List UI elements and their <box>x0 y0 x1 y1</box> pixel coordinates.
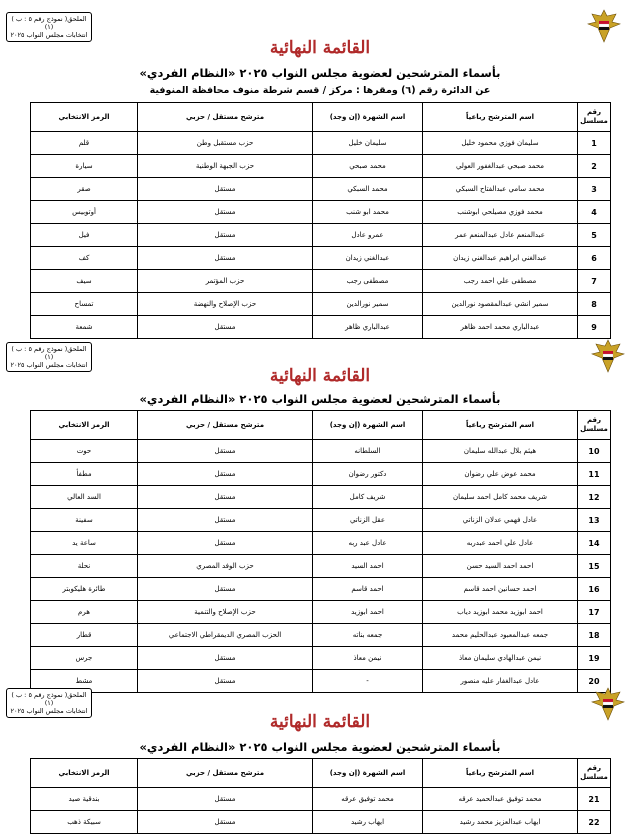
table-row <box>31 247 611 270</box>
symbol-cell: طائرة هليكوبتر <box>31 578 138 601</box>
name-cell: مصطفى علي احمد رجب <box>423 270 578 293</box>
col-name-header: اسم المترشح رباعياً <box>423 411 578 440</box>
symbol-cell: مشط <box>31 670 138 693</box>
table-row <box>31 316 611 339</box>
table-row <box>31 463 611 486</box>
symbol-cell: نحلة <box>31 555 138 578</box>
table-row <box>31 201 611 224</box>
table-row <box>31 132 611 155</box>
affiliation-cell: مستقل <box>138 532 313 555</box>
table-row <box>31 440 611 463</box>
serial-cell: 15 <box>578 555 611 578</box>
serial-cell: 22 <box>578 811 611 834</box>
symbol-cell: بندقية صيد <box>31 788 138 811</box>
name-cell: محمد فوزي مصيلحي ابوشنب <box>423 201 578 224</box>
affiliation-cell: مستقل <box>138 670 313 693</box>
table-row <box>31 293 611 316</box>
nickname-cell: احمد قاسم <box>313 578 423 601</box>
serial-cell: 9 <box>578 316 611 339</box>
affiliation-cell: حزب الإصلاح والتنمية <box>138 601 313 624</box>
name-cell: احمد ابوزيد محمد ابوزيد دياب <box>423 601 578 624</box>
table-row <box>31 578 611 601</box>
nickname-cell: مصطفى رجب <box>313 270 423 293</box>
symbol-cell: قلم <box>31 132 138 155</box>
affiliation-cell: حزب الوفد المصري <box>138 555 313 578</box>
symbol-cell: سيف <box>31 270 138 293</box>
form-label-line1: ( نموذج رقم ٥ : ب )الملحق (١) <box>11 345 87 361</box>
symbol-cell: جرس <box>31 647 138 670</box>
affiliation-cell: مستقل <box>138 201 313 224</box>
table-row <box>31 224 611 247</box>
affiliation-cell: حزب مستقبل وطن <box>138 132 313 155</box>
name-cell: سمير انشي عبدالمقصود نورالدين <box>423 293 578 316</box>
col-affiliation-header: مترشح مستقل / حزبي <box>138 759 313 788</box>
table-row <box>31 486 611 509</box>
col-nickname-header: اسم الشهرة (إن وجد) <box>313 759 423 788</box>
page-title: القائمة النهائية <box>269 38 371 58</box>
nickname-cell: عبدالغني زيدان <box>313 247 423 270</box>
name-cell: سليمان فوزي محمود خليل <box>423 132 578 155</box>
serial-cell: 6 <box>578 247 611 270</box>
serial-cell: 20 <box>578 670 611 693</box>
name-cell: هيثم بلال عبدالله سليمان <box>423 440 578 463</box>
affiliation-cell: الحزب المصري الديمقراطي الاجتماعي <box>138 624 313 647</box>
col-nickname-header: اسم الشهرة (إن وجد) <box>313 103 423 132</box>
page-title: القائمة النهائية <box>269 366 371 386</box>
nickname-cell: عادل عبد ربه <box>313 532 423 555</box>
affiliation-cell: مستقل <box>138 440 313 463</box>
symbol-cell: صقر <box>31 178 138 201</box>
symbol-cell: قطار <box>31 624 138 647</box>
affiliation-cell: مستقل <box>138 178 313 201</box>
name-cell: عبدالباري محمد احمد ظاهر <box>423 316 578 339</box>
col-serial-header: رقم مسلسل <box>578 103 611 132</box>
table-row <box>31 811 611 834</box>
affiliation-cell: مستقل <box>138 647 313 670</box>
name-cell: محمد توفيق عبدالحميد عرقه <box>423 788 578 811</box>
name-cell: محمد صبحي عبدالغفور العولي <box>423 155 578 178</box>
nickname-cell: جمعه بناته <box>313 624 423 647</box>
name-cell: عادل عبدالغفار عليه منصور <box>423 670 578 693</box>
form-label-line1: ( نموذج رقم ٥ : ب )الملحق (١) <box>11 15 87 31</box>
symbol-cell: ساعة يد <box>31 532 138 555</box>
serial-cell: 16 <box>578 578 611 601</box>
serial-cell: 2 <box>578 155 611 178</box>
nickname-cell: محمد صبحي <box>313 155 423 178</box>
symbol-cell: سبيكة ذهب <box>31 811 138 834</box>
serial-cell: 17 <box>578 601 611 624</box>
table-row <box>31 509 611 532</box>
table-row <box>31 788 611 811</box>
affiliation-cell: مستقل <box>138 486 313 509</box>
symbol-cell: سيارة <box>31 155 138 178</box>
nickname-cell: السلطانه <box>313 440 423 463</box>
name-cell: عبدالمنعم عادل عبدالمنعم عمر <box>423 224 578 247</box>
affiliation-cell: مستقل <box>138 578 313 601</box>
name-cell: احمد احمد السيد حسن <box>423 555 578 578</box>
affiliation-cell: حزب الجبهة الوطنية <box>138 155 313 178</box>
serial-cell: 7 <box>578 270 611 293</box>
name-cell: عادل فهمي عدلان الزناتي <box>423 509 578 532</box>
table-row <box>31 155 611 178</box>
name-cell: نيمن عبدالهادي سليمان معاذ <box>423 647 578 670</box>
nickname-cell: عمرو عادل <box>313 224 423 247</box>
affiliation-cell: مستقل <box>138 788 313 811</box>
serial-cell: 19 <box>578 647 611 670</box>
page-title: القائمة النهائية <box>269 712 371 732</box>
nickname-cell: - <box>313 670 423 693</box>
col-symbol-header: الرمز الانتخابي <box>31 411 138 440</box>
nickname-cell: عبدالباري ظاهر <box>313 316 423 339</box>
col-serial-header: رقم مسلسل <box>578 759 611 788</box>
affiliation-cell: مستقل <box>138 247 313 270</box>
serial-cell: 5 <box>578 224 611 247</box>
col-symbol-header: الرمز الانتخابي <box>31 103 138 132</box>
page-subtitle: بأسماء المترشحين لعضوية مجلس النواب ٢٠٢٥ «النظام الفردي» <box>139 66 501 80</box>
col-name-header: اسم المترشح رباعياً <box>423 103 578 132</box>
nickname-cell: سليمان خليل <box>313 132 423 155</box>
symbol-cell: تمساح <box>31 293 138 316</box>
col-symbol-header: الرمز الانتخابي <box>31 759 138 788</box>
nickname-cell: سمير نورالدين <box>313 293 423 316</box>
table-row <box>31 601 611 624</box>
col-name-header: اسم المترشح رباعياً <box>423 759 578 788</box>
affiliation-cell: مستقل <box>138 463 313 486</box>
nickname-cell: محمد ابو شنب <box>313 201 423 224</box>
form-label-line1: ( نموذج رقم ٥ : ب )الملحق (١) <box>11 691 87 707</box>
serial-cell: 18 <box>578 624 611 647</box>
nickname-cell: احمد السيد <box>313 555 423 578</box>
form-label-line2: انتخابات مجلس النواب ٢٠٢٥ <box>10 31 88 39</box>
candidates-table <box>30 102 611 339</box>
serial-cell: 4 <box>578 201 611 224</box>
nickname-cell: عقل الزناتي <box>313 509 423 532</box>
table-row <box>31 270 611 293</box>
name-cell: احمد حسانين احمد قاسم <box>423 578 578 601</box>
page-subtitle: بأسماء المترشحين لعضوية مجلس النواب ٢٠٢٥ «النظام الفردي» <box>139 392 501 406</box>
form-label-line2: انتخابات مجلس النواب ٢٠٢٥ <box>10 707 88 715</box>
serial-cell: 8 <box>578 293 611 316</box>
symbol-cell: حوت <box>31 440 138 463</box>
serial-cell: 3 <box>578 178 611 201</box>
candidates-table <box>30 758 611 834</box>
name-cell: جمعه عبدالمعبود عبدالحليم محمد <box>423 624 578 647</box>
name-cell: محمد سامي عبدالفتاح السبكي <box>423 178 578 201</box>
nickname-cell: محمد السبكي <box>313 178 423 201</box>
serial-cell: 14 <box>578 532 611 555</box>
col-affiliation-header: مترشح مستقل / حزبي <box>138 103 313 132</box>
affiliation-cell: مستقل <box>138 509 313 532</box>
col-serial-header: رقم مسلسل <box>578 411 611 440</box>
table-row <box>31 555 611 578</box>
symbol-cell: فيل <box>31 224 138 247</box>
col-affiliation-header: مترشح مستقل / حزبي <box>138 411 313 440</box>
table-row <box>31 670 611 693</box>
nickname-cell: احمد ابوزيد <box>313 601 423 624</box>
name-cell: عبدالغني ابراهيم عبدالغني زيدان <box>423 247 578 270</box>
name-cell: عادل علي احمد عبدربه <box>423 532 578 555</box>
affiliation-cell: مستقل <box>138 811 313 834</box>
name-cell: شريف محمد كامل احمد سليمان <box>423 486 578 509</box>
name-cell: ايهاب عبدالعزيز محمد رشيد <box>423 811 578 834</box>
serial-cell: 13 <box>578 509 611 532</box>
col-nickname-header: اسم الشهرة (إن وجد) <box>313 411 423 440</box>
page-subtitle: بأسماء المترشحين لعضوية مجلس النواب ٢٠٢٥ «النظام الفردي» <box>139 740 501 754</box>
nickname-cell: محمد توفيق عرقه <box>313 788 423 811</box>
serial-cell: 1 <box>578 132 611 155</box>
symbol-cell: شمعة <box>31 316 138 339</box>
affiliation-cell: حزب المؤتمر <box>138 270 313 293</box>
nickname-cell: شريف كامل <box>313 486 423 509</box>
form-label-line2: انتخابات مجلس النواب ٢٠٢٥ <box>10 361 88 369</box>
symbol-cell: سفينة <box>31 509 138 532</box>
symbol-cell: مطفأ <box>31 463 138 486</box>
nickname-cell: نيمن معاذ <box>313 647 423 670</box>
symbol-cell: كف <box>31 247 138 270</box>
table-row <box>31 624 611 647</box>
table-row <box>31 532 611 555</box>
symbol-cell: أوتوبيس <box>31 201 138 224</box>
candidates-table <box>30 410 611 693</box>
affiliation-cell: مستقل <box>138 316 313 339</box>
symbol-cell: السد العالي <box>31 486 138 509</box>
serial-cell: 21 <box>578 788 611 811</box>
name-cell: محمد عوض علي رضوان <box>423 463 578 486</box>
nickname-cell: دكتور رضوان <box>313 463 423 486</box>
affiliation-cell: حزب الإصلاح والنهضة <box>138 293 313 316</box>
affiliation-cell: مستقل <box>138 224 313 247</box>
serial-cell: 10 <box>578 440 611 463</box>
serial-cell: 11 <box>578 463 611 486</box>
table-row <box>31 178 611 201</box>
district-line: عن الدائرة رقم (٦) ومقرها : مركز / قسم شرطة منوف محافظة المنوفية <box>149 85 491 96</box>
nickname-cell: ايهاب رشيد <box>313 811 423 834</box>
symbol-cell: هرم <box>31 601 138 624</box>
serial-cell: 12 <box>578 486 611 509</box>
table-row <box>31 647 611 670</box>
